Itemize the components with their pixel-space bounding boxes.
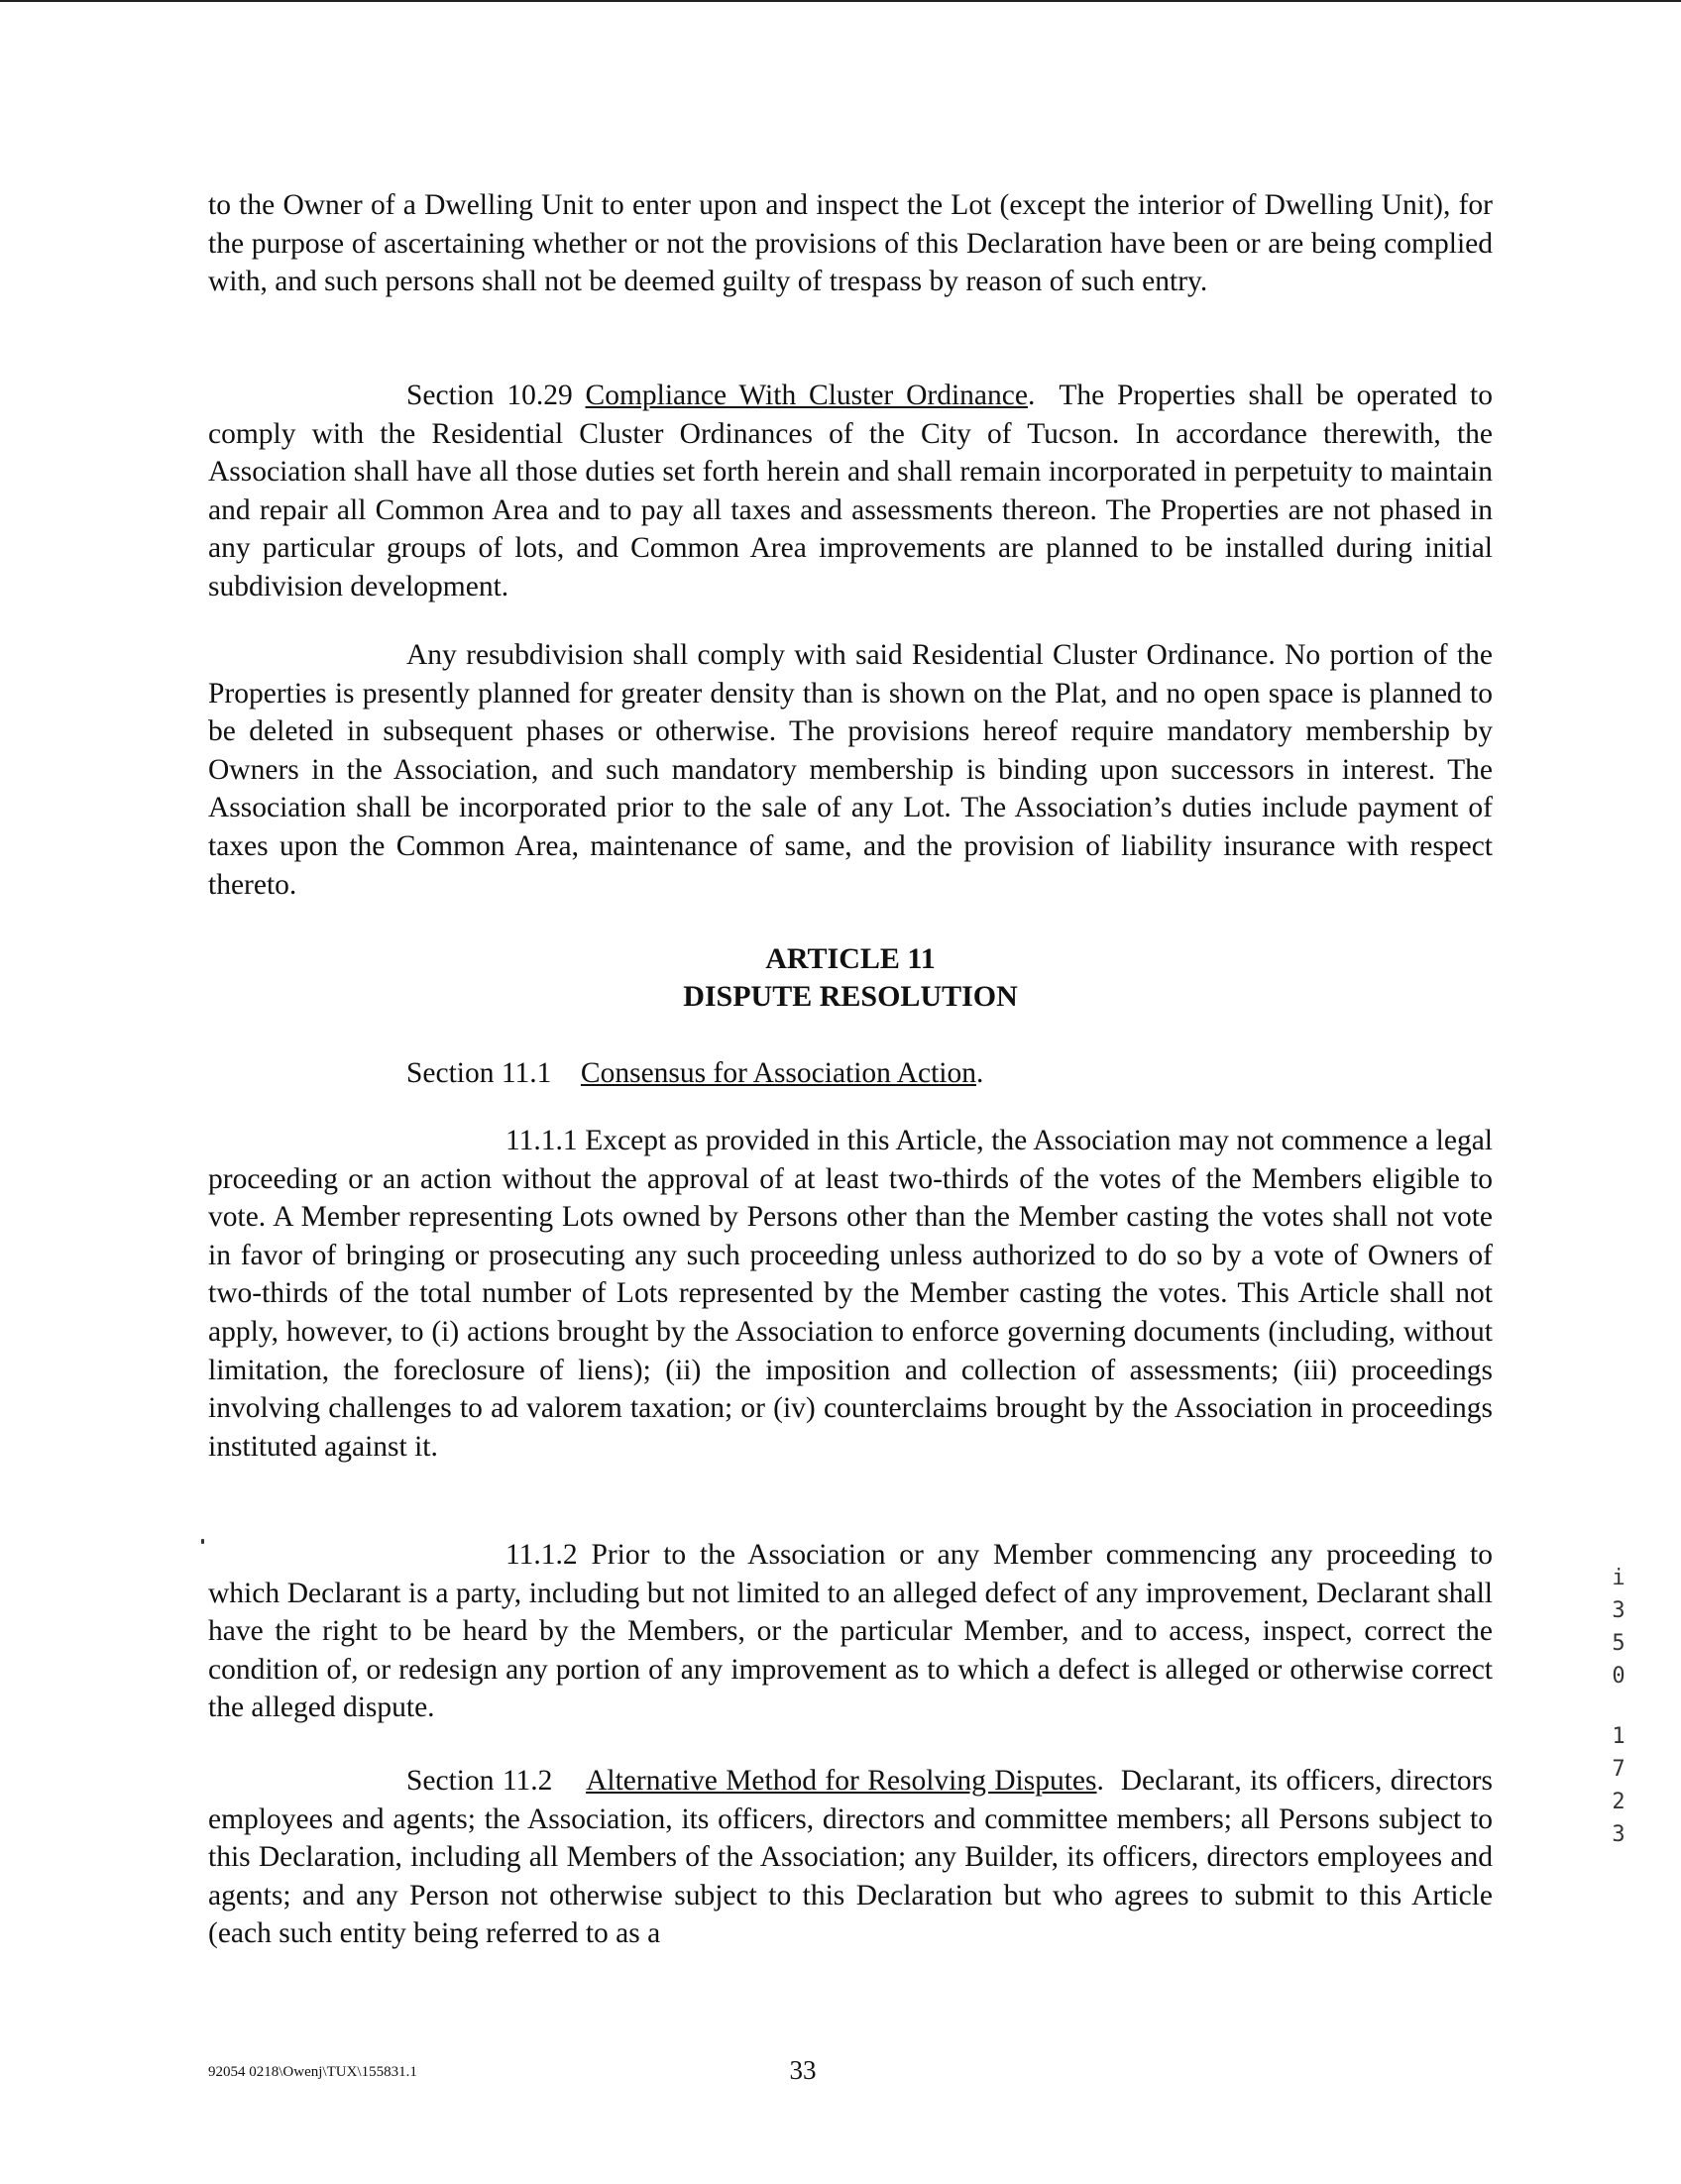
paragraph-continued-text: to the Owner of a Dwelling Unit to enter upon and inspect the Lot (except the interior of Dwelling Unit), for the purpose of ascertaining whether or not the provisions of this Declaration have been or are being complied with, and such persons shall not be deemed guilty of trespass by reason of such entry. — [208, 189, 1493, 298]
resubdivision-paragraph — [208, 636, 1493, 904]
subsection-11-1-1-text: Except as provided in this Article, the Association may not commence a legal proceeding or an action without the approval of at least two-thirds of the votes of the Members eligible to vote. A Member representing Lots owned by Persons other than the Member casting the votes shall not vote in favor of bringing or prosecuting any such proceeding unless authorized to do so by a vote of Owners of two-thirds of the total number of Lots represented by the Member casting the votes. This Article shall not apply, however, to (i) actions brought by the Association to enforce governing documents (including, without limitation, the foreclosure of liens); (ii) the imposition and collection of assessments; (iii) proceedings involving challenges to ad valorem taxation; or (iv) counterclaims brought by the Association in proceedings instituted against it. — [208, 1125, 1494, 1463]
section-10-29-number: Section 10.29 — [406, 380, 573, 411]
subsection-11-1-2-number: 11.1.2 — [505, 1539, 578, 1571]
page-number: 33 — [789, 2055, 817, 2085]
subsection-11-1-2 — [208, 1536, 1493, 1727]
article-number: ARTICLE 11 — [765, 942, 936, 975]
section-11-1-title: Consensus for Association Action — [580, 1057, 976, 1089]
stamp-digit: 5 — [1612, 1631, 1625, 1656]
stamp-digit: 2 — [1612, 1790, 1625, 1814]
footer-document-id: 92054 0218\Owenj\TUX\155831.1 — [208, 2064, 417, 2080]
article-title: DISPUTE RESOLUTION — [683, 980, 1018, 1013]
stamp-digit: 1 — [1612, 1724, 1625, 1749]
section-10-29-title: Compliance With Cluster Ordinance — [585, 380, 1028, 411]
section-10-29: Section 10.29 Compliance With Cluster Ordinance. The Properties shall be operated to comply with the Residential Cluster Ordinances of the City of Tucson. In accordance therewith, the Association shall have all those duties set forth herein and shall remain incorporated in perpetuity to maintain and repair all Common Area and to pay all taxes and assessments thereon. The Properties are not phased in any particular groups of lots, and Common Area improvements are planned to be installed during initial subdivision development. — [208, 380, 1494, 602]
stamp-digit: i — [1612, 1566, 1625, 1590]
section-11-2-title: Alternative Method for Resolving Disputes — [586, 1765, 1097, 1797]
subsection-11-1-1 — [208, 1122, 1493, 1466]
stamp-digit: 3 — [1612, 1598, 1625, 1623]
stamp-digit: 7 — [1612, 1757, 1625, 1782]
subsection-11-1-1-number: 11.1.1 — [505, 1125, 578, 1156]
section-11-2: Section 11.2 Alternative Method for Resolving Disputes. Declarant, its officers, directors employees and agents; the Association, its officers, directors and committee members; all Persons subject to this Declaration, including all Members of the Association; any Builder, its officers, directors employees and agents; and any Person not otherwise subject to this Declaration but who agrees to submit to this Article (each such entity being referred to as a — [208, 1765, 1493, 1950]
section-11-1: Section 11.1 Consensus for Association Action. — [406, 1057, 984, 1089]
subsection-11-1-2-text: Prior to the Association or any Member commencing any proceeding to which Declarant is a party, including but not limited to an alleged defect of any improvement, Declarant shall have the right to be heard by the Members, or the particular Member, and to access, inspect, correct the condition of, or redesign any portion of any improvement as to which a defect is alleged or otherwise correct the alleged dispute. — [208, 1539, 1494, 1724]
section-11-2-number: Section 11.2 — [406, 1765, 553, 1797]
recording-stamp — [1606, 1562, 1631, 1851]
section-10-29-text: The Properties shall be operated to comply with the Residential Cluster Ordinances of the City of Tucson. In accordance therewith, the Association shall have all those duties set forth herein and shall remain incorporated in perpetuity to maintain and repair all Common Area and to pay all taxes and assessments thereon. The Properties are not phased in any particular groups of lots, and Common Area improvements are planned to be installed during initial subdivision development. — [208, 380, 1494, 602]
scan-speck — [201, 1539, 204, 1544]
stamp-digit: 0 — [1612, 1664, 1625, 1689]
resubdivision-text: Any resubdivision shall comply with said Residential Cluster Ordinance. No portion of the Properties is presently planned for greater density than is shown on the Plat, and no open space is planned to be deleted in subsequent phases or otherwise. The provisions hereof require mandatory membership by Owners in the Association, and such mandatory membership is binding upon successors in interest. The Association shall be incorporated prior to the sale of any Lot. The Association’s duties include payment of taxes upon the Common Area, maintenance of same, and the provision of liability insurance with respect thereto. — [208, 639, 1493, 901]
stamp-digit: 3 — [1612, 1822, 1625, 1847]
section-11-2-text: Declarant, its officers, directors employees and agents; the Association, its officers, directors and committee members; all Persons subject to this Declaration, including all Members of the Association; any Builder, its officers, directors employees and agents; and any Person not otherwise subject to this Declaration but who agrees to submit to this Article (each such entity being referred to as a — [208, 1765, 1493, 1950]
scan-edge-line — [0, 0, 1681, 2]
paragraph-continued — [208, 186, 1493, 301]
section-11-1-number: Section 11.1 — [406, 1057, 552, 1089]
